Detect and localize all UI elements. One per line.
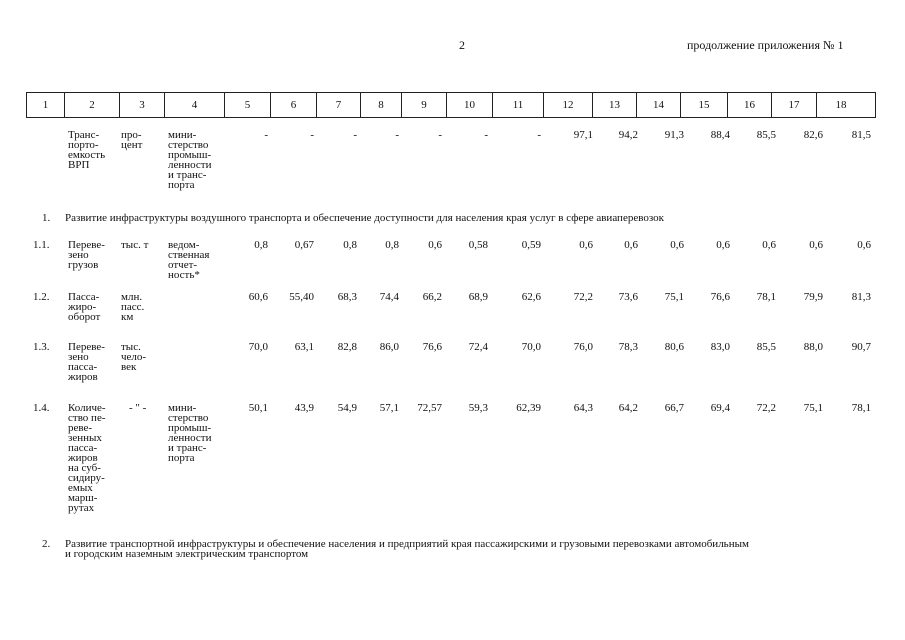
value-cell: 0,6 [762,239,776,251]
value-cell: 81,5 [851,129,871,141]
value-cell: 75,1 [664,291,684,303]
value-cell: 72,2 [756,402,776,414]
value-cell: 88,4 [710,129,730,141]
header-cell: 10 [447,93,493,117]
header-cell: 17 [772,93,817,117]
value-cell: 80,6 [664,341,684,353]
value-cell: 73,6 [618,291,638,303]
row-number: 1.1. [33,239,50,251]
indicator-name: Количе- ство пе- реве- зенных пасса- жиров на суб- сидиру- емых марш- рутах [68,402,106,514]
header-cell: 13 [593,93,637,117]
value-cell: - [353,129,357,141]
header-cell: 16 [728,93,772,117]
indicator-name: Транс- порто- емкость ВРП [68,129,106,171]
data-source: мини- стерство промыш- ленности и транс- порта [168,402,212,464]
row-number: 1.3. [33,341,50,353]
row-number: 1.2. [33,291,50,303]
header-cell: 15 [681,93,728,117]
value-cell: 0,6 [670,239,684,251]
section-number: 1. [42,212,51,224]
value-cell: 57,1 [379,402,399,414]
value-cell: 68,9 [468,291,488,303]
value-cell: 74,4 [379,291,399,303]
value-cell: 0,6 [857,239,871,251]
header-cell: 7 [317,93,361,117]
header-cell: 8 [361,93,402,117]
header-cell: 2 [65,93,120,117]
value-cell: 90,7 [851,341,871,353]
page-number: 2 [459,38,465,52]
header-cell: 4 [165,93,225,117]
value-cell: 0,6 [716,239,730,251]
value-cell: 82,6 [803,129,823,141]
value-cell: 70,0 [248,341,268,353]
header-cell: 3 [120,93,165,117]
value-cell: 83,0 [710,341,730,353]
data-source: мини- стерство промыш- ленности и транс- порта [168,129,212,191]
value-cell: 0,59 [521,239,541,251]
value-cell: 66,7 [664,402,684,414]
value-cell: 0,6 [624,239,638,251]
indicator-name: Переве- зено пасса- жиров [68,341,105,383]
continuation-label: продолжение приложения № 1 [687,38,844,52]
value-cell: 62,6 [521,291,541,303]
value-cell: 78,1 [756,291,776,303]
value-cell: 0,8 [343,239,357,251]
indicator-name: Переве- зено грузов [68,239,105,271]
value-cell: 68,3 [337,291,357,303]
value-cell: 60,6 [248,291,268,303]
section-title: Развитие транспортной инфраструктуры и обеспечение населения и предприятий края пассажирскими и грузовыми перевозками автомобильным и городским наземным электрическим транспортом [65,538,749,560]
value-cell: 72,2 [573,291,593,303]
value-cell: 72,57 [417,402,442,414]
value-cell: 72,4 [468,341,488,353]
value-cell: 0,6 [809,239,823,251]
value-cell: 88,0 [803,341,823,353]
value-cell: 59,3 [468,402,488,414]
data-source: ведом- ственная отчет- ность* [168,239,210,281]
value-cell: 0,8 [385,239,399,251]
value-cell: 0,6 [579,239,593,251]
value-cell: 78,3 [618,341,638,353]
value-cell: 0,58 [468,239,488,251]
value-cell: 43,9 [294,402,314,414]
section-number: 2. [42,538,51,550]
value-cell: 76,6 [710,291,730,303]
value-cell: 0,8 [254,239,268,251]
unit-of-measure: тыс. т [121,239,149,251]
value-cell: 69,4 [710,402,730,414]
value-cell: 75,1 [803,402,823,414]
value-cell: 0,6 [428,239,442,251]
value-cell: 70,0 [521,341,541,353]
value-cell: 81,3 [851,291,871,303]
value-cell: - [264,129,268,141]
value-cell: 85,5 [756,129,776,141]
unit-of-measure: - " - [129,402,147,414]
value-cell: 64,2 [618,402,638,414]
value-cell: 76,6 [422,341,442,353]
value-cell: - [438,129,442,141]
unit-of-measure: млн. пасс. км [121,291,145,323]
value-cell: 64,3 [573,402,593,414]
value-cell: 63,1 [294,341,314,353]
value-cell: 78,1 [851,402,871,414]
header-cell: 6 [271,93,317,117]
value-cell: 91,3 [664,129,684,141]
value-cell: - [395,129,399,141]
indicator-name: Пасса- жиро- оборот [68,291,101,323]
value-cell: 85,5 [756,341,776,353]
header-cell: 9 [402,93,447,117]
value-cell: - [537,129,541,141]
value-cell: 79,9 [803,291,823,303]
value-cell: 50,1 [248,402,268,414]
header-cell: 5 [225,93,271,117]
header-cell: 14 [637,93,681,117]
unit-of-measure: про- цент [121,129,143,151]
header-cell: 18 [835,99,847,111]
value-cell: 86,0 [379,341,399,353]
value-cell: 62,39 [516,402,541,414]
value-cell: 55,40 [289,291,314,303]
section-title: Развитие инфраструктуры воздушного транспорта и обеспечение доступности для населения края услуг в сфере авиаперевозок [65,212,664,224]
header-cell: 11 [493,93,544,117]
value-cell: 0,67 [294,239,314,251]
header-cell: 12 [544,93,593,117]
value-cell: 94,2 [618,129,638,141]
value-cell: 76,0 [573,341,593,353]
table-header-row [26,92,876,118]
value-cell: - [310,129,314,141]
value-cell: 97,1 [573,129,593,141]
row-number: 1.4. [33,402,50,414]
value-cell: - [484,129,488,141]
header-cell: 1 [27,93,65,117]
value-cell: 82,8 [337,341,357,353]
value-cell: 54,9 [337,402,357,414]
value-cell: 66,2 [422,291,442,303]
unit-of-measure: тыс. чело- век [121,341,147,373]
